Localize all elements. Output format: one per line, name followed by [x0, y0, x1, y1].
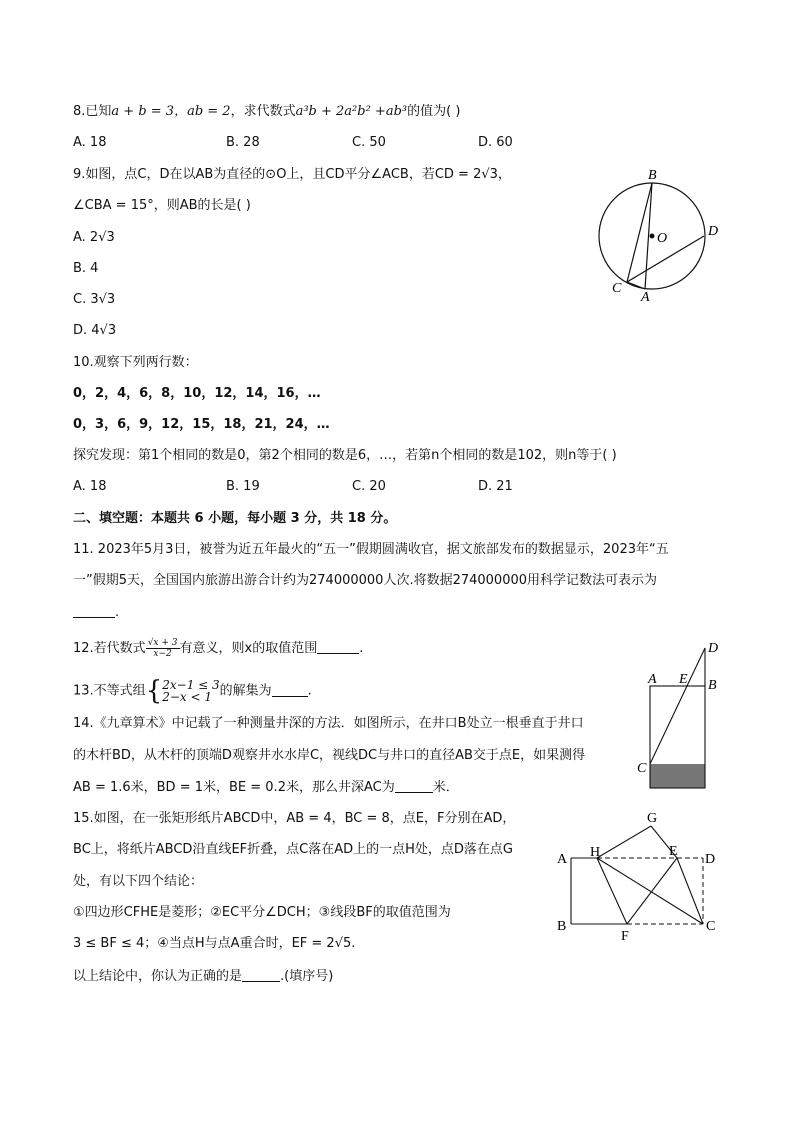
q8-option-b: B. 28 — [226, 135, 260, 150]
q13-inequality-2: 2−x < 1 — [162, 690, 213, 704]
q11-line2: 一”假期5天，全国国内旅游出游合计约为274000000人次.将数据274000000用科学记数法可表示为 — [73, 573, 658, 588]
q15-line1: 15.如图，在一张矩形纸片ABCD中，AB = 4，BC = 8，点E，F分别在AD， — [73, 811, 516, 826]
label-d: D — [705, 852, 716, 867]
q9-line2: ∠CBA = 15°，则AB的长是( ) — [73, 198, 251, 213]
q12-fraction — [146, 638, 180, 659]
q10-option-a: A. 18 — [73, 479, 107, 494]
segment-hg — [597, 826, 651, 858]
q13-pre: 13.不等式组 — [73, 683, 146, 699]
q14-line2: 的木杆BD，从木杆的顶端D观察井水水岸C，视线DC与井口的直径AB交于点E，如果测得 — [73, 748, 586, 763]
label-d: D — [708, 641, 719, 656]
q8-stem-text2: ，求代数式 — [230, 104, 296, 119]
q9-option-d: D. 4√3 — [73, 323, 117, 338]
q8-stem — [73, 103, 460, 121]
q10-line2: 探究发现：第1个相同的数是0，第2个相同的数是6，…，若第n个相同的数是102，则n等于( ) — [73, 448, 617, 463]
label-b: B — [557, 919, 567, 934]
label-b: B — [648, 168, 657, 183]
q10-option-b: B. 19 — [226, 479, 260, 494]
section2-title: 二、填空题：本题共 6 小题，每小题 3 分，共 18 分。 — [73, 511, 397, 526]
q15-line6-end: .(填序号) — [280, 969, 334, 984]
brace-icon: { — [145, 676, 163, 706]
q14-line3 — [73, 778, 459, 797]
q9-option-a: A. 2√3 — [73, 230, 115, 245]
label-c: C — [637, 761, 647, 776]
label-a: A — [641, 290, 650, 305]
answer-blank[interactable] — [73, 603, 115, 618]
q8-expression: a³b + 2a²b² +ab³ — [295, 104, 408, 119]
label-b: B — [708, 678, 717, 693]
q9-circle-figure — [590, 165, 730, 305]
q10-row1: 0，2，4，6，8，10，12，14，16，… — [73, 386, 321, 401]
answer-blank[interactable] — [242, 967, 280, 982]
well-water — [650, 764, 705, 788]
q10-option-d: D. 21 — [478, 479, 513, 494]
q8-option-d: D. 60 — [478, 135, 513, 150]
label-o: O — [657, 231, 668, 246]
q12-line — [73, 638, 363, 659]
segment-ca — [627, 282, 645, 289]
q15-line3: 处，有以下四个结论： — [73, 874, 204, 889]
q12-numerator: √x + 3 — [147, 638, 178, 648]
q8-stem-text: 8.已知 — [73, 104, 112, 119]
label-a: A — [557, 852, 568, 867]
q15-line6 — [73, 967, 333, 986]
q15-line6-text: 以上结论中，你认为正确的是 — [73, 969, 243, 984]
q15-line5: 3 ≤ BF ≤ 4；④当点H与点A重合时，EF = 2√5. — [73, 936, 356, 951]
q8-stem-end: 的值为( ) — [407, 104, 461, 119]
answer-blank[interactable] — [395, 778, 433, 793]
q11-line1: 11. 2023年5月3日，被誉为近五年最火的“五一”假期圆满收官，据文旅部发布的数据显示，2023年“五 — [73, 542, 669, 557]
q12-end: . — [359, 641, 364, 656]
q12-pre: 12.若代数式 — [73, 641, 146, 656]
q11-end: . — [115, 605, 120, 620]
q15-line2: BC上，将纸片ABCD沿直线EF折叠，点C落在AD上的一点H处，点D落在点G — [73, 842, 513, 857]
answer-blank[interactable] — [317, 639, 359, 654]
q13-system — [162, 679, 219, 703]
label-f: F — [621, 929, 629, 942]
label-e: E — [679, 672, 688, 687]
center-point — [650, 234, 655, 239]
q11-line3 — [73, 603, 119, 622]
q8-option-a: A. 18 — [73, 135, 107, 150]
q15-line4: ①四边形CFHE是菱形；②EC平分∠DCH；③线段BF的取值范围为 — [73, 905, 451, 920]
q10-option-c: C. 20 — [352, 479, 386, 494]
q9-option-b: B. 4 — [73, 261, 99, 276]
segment-hc — [597, 858, 703, 924]
q9-line1: 9.如图，点C，D在以AB为直径的⊙O上，且CD平分∠ACB，若CD = 2√3， — [73, 167, 511, 182]
q10-row2: 0，3，6，9，12，15，18，21，24，… — [73, 417, 330, 432]
segment-ec — [677, 858, 703, 924]
label-c: C — [706, 919, 716, 934]
label-h: H — [590, 845, 601, 860]
q12-denominator: x−2 — [153, 649, 172, 659]
label-e: E — [669, 844, 678, 859]
answer-blank[interactable] — [272, 682, 308, 697]
q13-inequality-1: 2x−1 ≤ 3 — [162, 678, 220, 692]
q14-line3-end: 米． — [432, 780, 459, 795]
sightline-dc — [650, 648, 705, 764]
q14-well-figure — [632, 636, 732, 796]
q14-line1: 14.《九章算术》中记载了一种测量井深的方法．如图所示，在井口B处立一根垂直于井口 — [73, 716, 584, 731]
q13-end: . — [307, 683, 312, 699]
q15-fold-figure — [553, 810, 729, 942]
q10-line1: 10.观察下列两行数： — [73, 355, 198, 370]
q8-option-c: C. 50 — [352, 135, 386, 150]
segment-fe — [627, 858, 677, 924]
q13-line — [73, 678, 312, 704]
label-d: D — [708, 224, 719, 239]
q14-line3-text: AB = 1.6米，BD = 1米，BE = 0.2米，那么井深AC为 — [73, 780, 395, 795]
label-g: G — [647, 811, 658, 826]
label-a: A — [648, 672, 657, 687]
label-c: C — [612, 281, 622, 296]
q12-post: 有意义，则x的取值范围 — [179, 641, 318, 656]
q13-post: 的解集为 — [219, 683, 272, 699]
q9-option-c: C. 3√3 — [73, 292, 116, 307]
q8-condition: a + b = 3，ab = 2 — [111, 104, 231, 119]
